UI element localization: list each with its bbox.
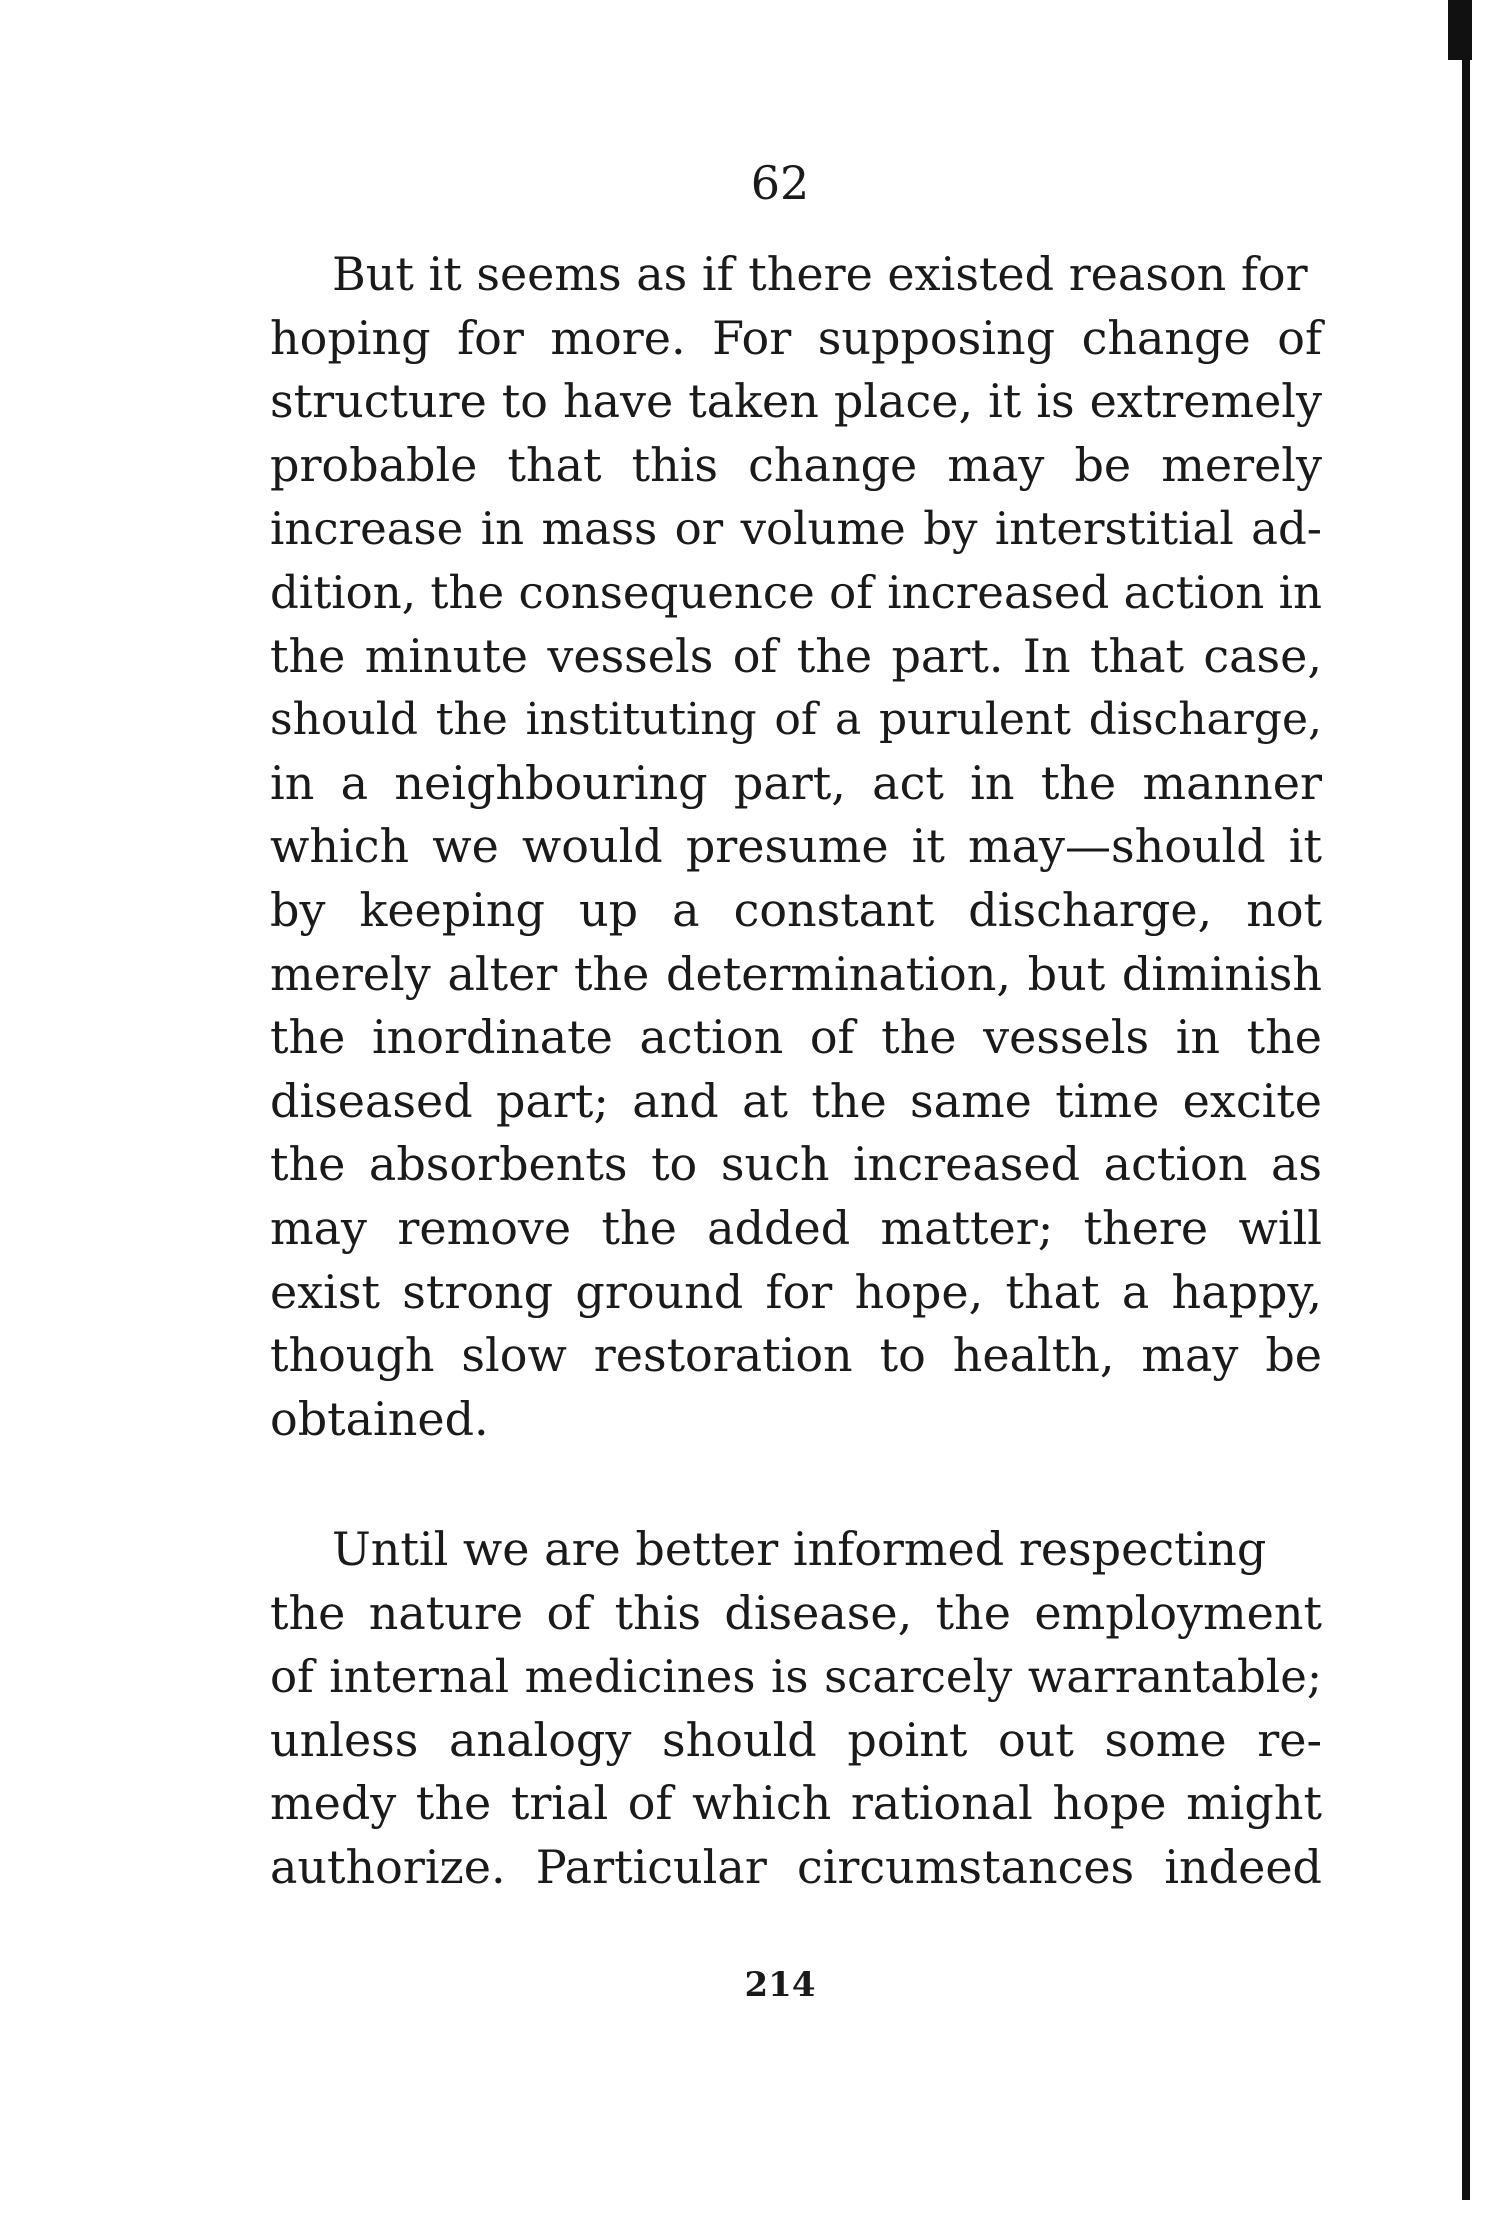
text-line: merely alter the determination, but diminish [270, 946, 1322, 1001]
text-line: should the instituting of a purulent discharge, [270, 694, 1322, 746]
page-number: 62 [750, 156, 810, 210]
signature-mark: 214 [744, 1965, 816, 2005]
text-line: the absorbents to such increased action as [270, 1137, 1322, 1192]
text-line: may remove the added matter; there will [270, 1200, 1322, 1255]
text-line: the inordinate action of the vessels in the [270, 1010, 1322, 1065]
text-line: increase in mass or volume by interstitial ad- [270, 502, 1322, 556]
binding-edge [1462, 0, 1470, 2200]
text-line: Until we are better informed respecting [332, 1522, 1267, 1576]
text-line: medy the trial of which rational hope might [270, 1776, 1322, 1831]
text-line: of internal medicines is scarcely warrantable; [270, 1650, 1322, 1704]
text-line: though slow restoration to health, may be [270, 1328, 1322, 1383]
text-line: hoping for more. For supposing change of [270, 310, 1322, 365]
paragraph-1 [270, 243, 1322, 1451]
text-line: which we would presume it may—should it [270, 819, 1322, 874]
text-line: diseased part; and at the same time excite [270, 1073, 1322, 1128]
text-line: But it seems as if there existed reason for [332, 247, 1308, 301]
text-line: dition, the consequence of increased action in [270, 565, 1322, 619]
text-line: exist strong ground for hope, that a happy, [270, 1264, 1322, 1319]
text-line: probable that this change may be merely [270, 437, 1322, 492]
text-line: by keeping up a constant discharge, not [270, 882, 1322, 937]
text-line: authorize. Particular circumstances indeed [270, 1839, 1322, 1894]
text-line: structure to have taken place, it is extremely [270, 374, 1322, 429]
text-line: unless analogy should point out some re- [270, 1712, 1322, 1767]
text-line: the minute vessels of the part. In that case, [270, 628, 1322, 683]
paragraph-2 [270, 1518, 1322, 1900]
text-line: obtained. [270, 1391, 489, 1446]
text-line: the nature of this disease, the employment [270, 1585, 1322, 1640]
text-line: in a neighbouring part, act in the manner [270, 755, 1322, 810]
